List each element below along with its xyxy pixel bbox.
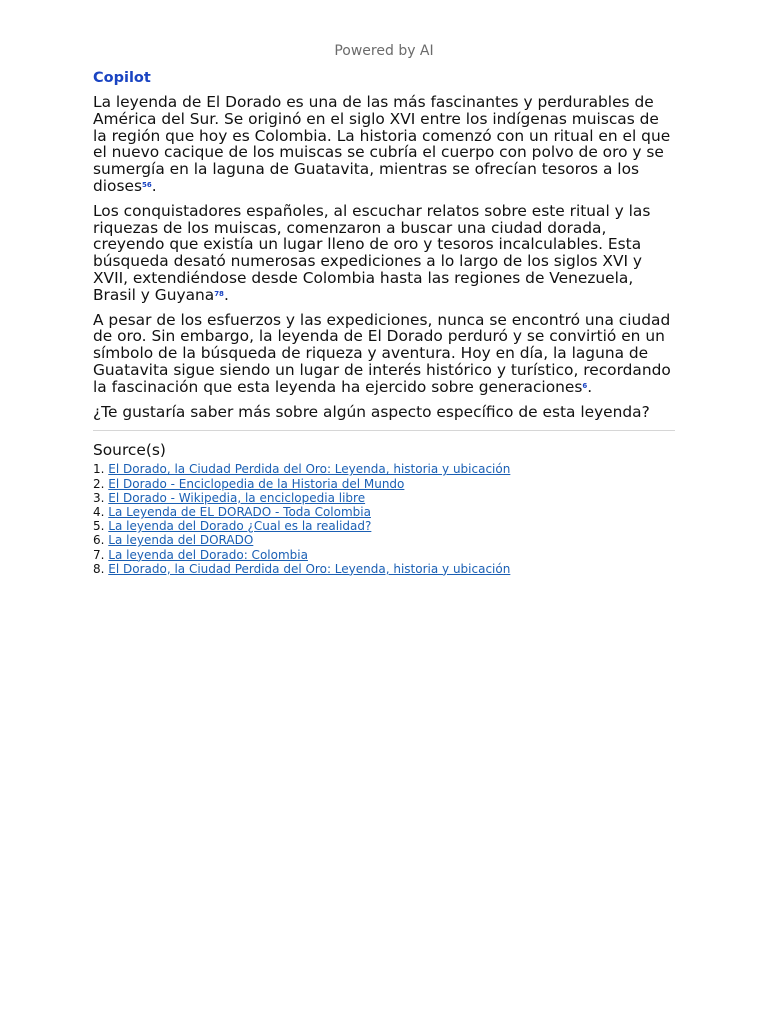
source-item (93, 462, 675, 476)
citation-78[interactable]: 78 (214, 289, 224, 298)
source-number: 5. (93, 519, 105, 534)
source-link-5[interactable]: La leyenda del Dorado ¿Cual es la realidad? (108, 519, 372, 534)
paragraph-3-end: . (587, 377, 593, 396)
paragraph-2-text: Los conquistadores españoles, al escuchar relatos sobre este ritual y las riquezas de los muiscas, comenzaron a buscar una ciudad dorada, creyendo que existía un lugar lleno de oro y tesoros incalculables. Esta búsqueda desató numerosas expediciones a lo largo de los siglos XVI y XVII, extendiéndose desde Colombia hasta las regiones de Venezuela, Brasil y Guyana (93, 201, 651, 304)
sources-title: Source(s) (93, 441, 166, 460)
source-number: 3. (93, 490, 105, 505)
citation-56[interactable]: 56 (141, 180, 152, 189)
citation-6[interactable]: 6 (582, 381, 588, 390)
source-number: 1. (93, 462, 105, 477)
source-item (93, 519, 675, 533)
source-number: 8. (93, 561, 105, 576)
source-link-2[interactable]: El Dorado - Enciclopedia de la Historia del Mundo (108, 476, 405, 491)
source-link-4[interactable]: La Leyenda de EL DORADO - Toda Colombia (108, 504, 371, 519)
source-item (93, 505, 675, 519)
source-item (93, 533, 675, 547)
source-number: 6. (93, 533, 105, 548)
sources-divider (93, 430, 675, 431)
paragraph-3-text: A pesar de los esfuerzos y las expediciones, nunca se encontró una ciudad de oro. Sin embargo, la leyenda de El Dorado perduró y se convirtió en un símbolo de la búsqueda de riqueza y aventura. Hoy en día, la laguna de Guatavita sigue siendo un lugar de interés histórico y turístico, recordando la fascinación que esta leyenda ha ejercido sobre generaciones (93, 310, 671, 396)
source-number: 4. (93, 504, 105, 519)
paragraph-4-text: ¿Te gustaría saber más sobre algún aspecto específico de esta leyenda? (93, 402, 650, 421)
paragraph-2-end: . (223, 285, 229, 304)
source-link-6[interactable]: La leyenda del DORADO (108, 533, 254, 548)
source-item (93, 491, 675, 505)
paragraph-1-end: . (151, 176, 157, 195)
source-item (93, 548, 675, 562)
source-number: 7. (93, 547, 105, 562)
sources-list (93, 462, 675, 576)
copilot-title: Copilot (93, 70, 151, 86)
source-link-8[interactable]: El Dorado, la Ciudad Perdida del Oro: Leyenda, historia y ubicación (108, 561, 511, 576)
paragraph-2 (93, 203, 675, 304)
paragraph-1-text: La leyenda de El Dorado es una de las más fascinantes y perdurables de América del Sur. Se originó en el siglo XVI entre los indígenas muiscas de la región que hoy es Colombia. La historia comenzó con un ritual en el que el nuevo cacique de los muiscas se cubría el cuerpo con polvo de oro y se sumergía en la laguna de Guatavita, mientras se ofrecían tesoros a los dioses (93, 93, 671, 195)
source-link-3[interactable]: El Dorado - Wikipedia, la enciclopedia libre (108, 490, 366, 505)
source-link-7[interactable]: La leyenda del Dorado: Colombia (108, 547, 308, 562)
paragraph-3 (93, 312, 675, 396)
source-item (93, 477, 675, 491)
source-item (93, 562, 675, 576)
source-number: 2. (93, 476, 105, 491)
paragraph-1 (93, 94, 675, 195)
paragraph-4-question (93, 404, 675, 421)
powered-by-label: Powered by AI (334, 43, 434, 59)
source-link-1[interactable]: El Dorado, la Ciudad Perdida del Oro: Leyenda, historia y ubicación (108, 462, 511, 477)
